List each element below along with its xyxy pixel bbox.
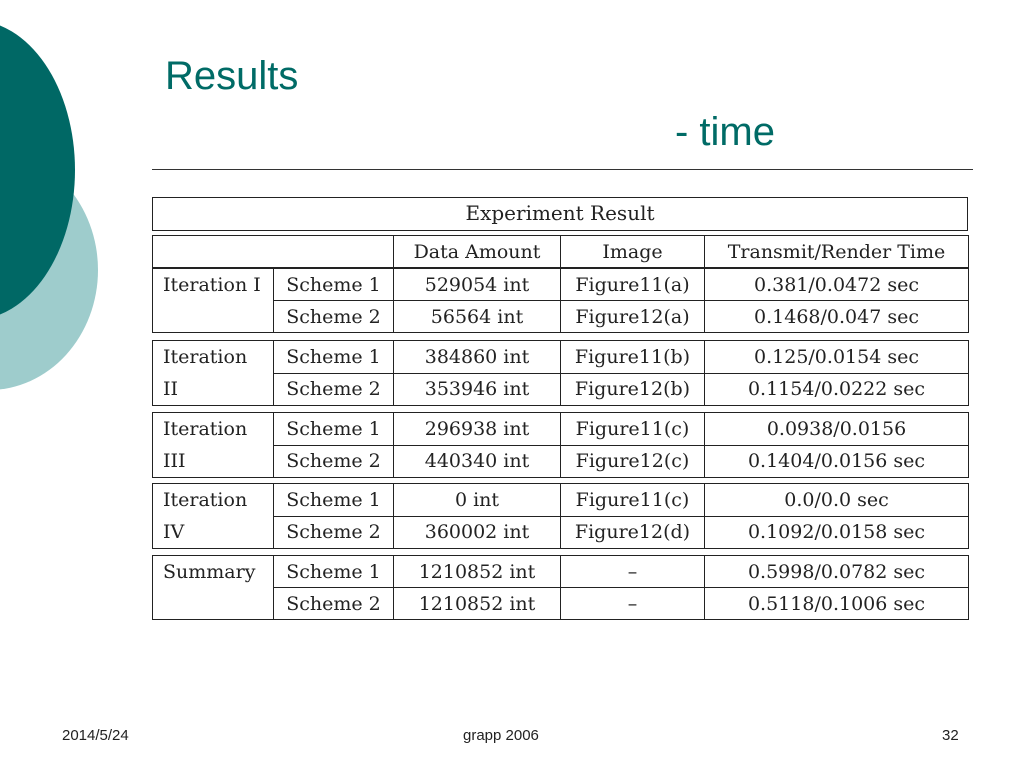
time-cell: 0.5118/0.1006 sec (705, 588, 969, 620)
header-blank-cell (153, 236, 394, 268)
table-row (153, 341, 969, 374)
time-cell: 0.125/0.0154 sec (705, 341, 969, 374)
image-cell: Figure12(c) (561, 445, 705, 478)
image-cell: Figure11(c) (561, 413, 705, 446)
group-label: Iteration III (153, 413, 274, 478)
time-cell: 0.0938/0.0156 (705, 413, 969, 446)
scheme-cell: Scheme 2 (274, 301, 394, 333)
time-cell: 0.5998/0.0782 sec (705, 556, 969, 588)
table-row (153, 413, 969, 446)
data-amount-cell: 360002 int (394, 516, 561, 549)
time-cell: 0.381/0.0472 sec (705, 269, 969, 301)
image-cell: – (561, 556, 705, 588)
group-label: Iteration I (153, 269, 274, 333)
image-cell: Figure12(b) (561, 373, 705, 406)
data-amount-cell: 0 int (394, 484, 561, 517)
footer-center-text: grapp 2006 (463, 727, 539, 744)
scheme-cell: Scheme 2 (274, 445, 394, 478)
scheme-cell: Scheme 1 (274, 484, 394, 517)
time-cell: 0.1154/0.0222 sec (705, 373, 969, 406)
scheme-cell: Scheme 1 (274, 556, 394, 588)
group-block-iteration-1 (152, 268, 969, 333)
table-caption: Experiment Result (152, 197, 968, 231)
slide-subtitle: - time (675, 110, 775, 154)
image-cell: Figure12(d) (561, 516, 705, 549)
table-row (153, 516, 969, 549)
scheme-cell: Scheme 2 (274, 588, 394, 620)
image-cell: Figure11(b) (561, 341, 705, 374)
time-cell: 0.1404/0.0156 sec (705, 445, 969, 478)
table-row (153, 445, 969, 478)
image-cell: Figure12(a) (561, 301, 705, 333)
group-block-iteration-3 (152, 412, 969, 478)
data-amount-cell: 1210852 int (394, 556, 561, 588)
time-cell: 0.1092/0.0158 sec (705, 516, 969, 549)
table-header (152, 235, 969, 268)
group-label: Summary (153, 556, 274, 620)
image-cell: Figure11(c) (561, 484, 705, 517)
data-amount-cell: 1210852 int (394, 588, 561, 620)
data-amount-cell: 353946 int (394, 373, 561, 406)
table-row (153, 556, 969, 588)
time-cell: 0.0/0.0 sec (705, 484, 969, 517)
time-cell: 0.1468/0.047 sec (705, 301, 969, 333)
data-amount-cell: 56564 int (394, 301, 561, 333)
footer-page-number: 32 (942, 727, 959, 744)
data-amount-cell: 529054 int (394, 269, 561, 301)
scheme-cell: Scheme 2 (274, 373, 394, 406)
header-data-amount: Data Amount (394, 236, 561, 268)
group-label: Iteration IV (153, 484, 274, 549)
table-row (153, 588, 969, 620)
slide-title: Results (165, 54, 299, 98)
table-row (153, 373, 969, 406)
table-row (153, 269, 969, 301)
scheme-cell: Scheme 1 (274, 269, 394, 301)
group-label: Iteration II (153, 341, 274, 406)
scheme-cell: Scheme 2 (274, 516, 394, 549)
data-amount-cell: 296938 int (394, 413, 561, 446)
footer-date: 2014/5/24 (62, 727, 129, 744)
image-cell: Figure11(a) (561, 269, 705, 301)
header-transmit-render-time: Transmit/Render Time (705, 236, 969, 268)
data-amount-cell: 440340 int (394, 445, 561, 478)
group-block-iteration-2 (152, 340, 969, 406)
table-row (153, 484, 969, 517)
table-row (153, 301, 969, 333)
group-block-iteration-4 (152, 483, 969, 549)
group-block-summary (152, 555, 969, 620)
title-divider (152, 169, 973, 170)
scheme-cell: Scheme 1 (274, 341, 394, 374)
data-amount-cell: 384860 int (394, 341, 561, 374)
header-image: Image (561, 236, 705, 268)
scheme-cell: Scheme 1 (274, 413, 394, 446)
image-cell: – (561, 588, 705, 620)
